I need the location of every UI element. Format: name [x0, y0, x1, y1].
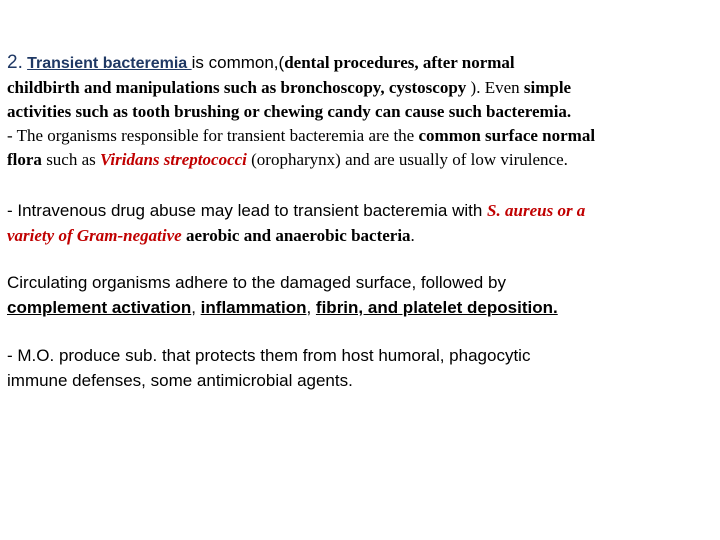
aerobic-text: aerobic and anaerobic bacteria [181, 226, 411, 245]
inflammation-text: inflammation [200, 298, 307, 317]
s-aureus-text: S. aureus or a [487, 201, 586, 220]
paragraph-circulating-organisms [7, 270, 713, 320]
paragraph-mo-produce [7, 343, 713, 393]
manipulations-text: manipulations such as bronchoscopy, cystoscopy [115, 78, 467, 97]
complement-activation-text: complement activation [7, 298, 192, 317]
iv-drug-text: - Intravenous drug abuse may lead to transient bacteremia with [7, 201, 488, 220]
p1-line-4 [7, 124, 713, 148]
paragraph-transient-bacteremia [7, 50, 713, 172]
section-number: 2. [7, 52, 23, 73]
is-common-text: is common,( [191, 53, 285, 72]
comma-2: , [306, 298, 316, 317]
childbirth-text: childbirth and [7, 78, 116, 97]
even-text: ). Even [466, 78, 524, 97]
p1-line-2 [7, 76, 713, 100]
fibrin-platelet-text: fibrin, and platelet deposition. [315, 298, 558, 317]
simple-text: simple [523, 78, 572, 97]
paragraph-iv-drug-abuse [7, 198, 713, 248]
p1-line-1 [7, 50, 713, 76]
period-text: . [410, 226, 415, 245]
such-as-text: such as [41, 150, 101, 169]
p3-line-1: Circulating organisms adhere to the damaged surface, followed by [7, 273, 506, 292]
section-term: Transient bacteremia [27, 55, 192, 72]
flora-text: flora [7, 150, 42, 169]
p1-line-3: activities such as tooth brushing or chewing candy can cause such bacteremia. [7, 102, 572, 121]
p3-line-2 [7, 295, 713, 320]
p4-line-2: immune defenses, some antimicrobial agents. [7, 371, 353, 390]
organisms-text: - The organisms responsible for transient bacteremia are the [7, 126, 419, 145]
common-surface-text: common surface normal [418, 126, 596, 145]
oropharynx-text: (oropharynx) and are usually of low virulence. [246, 150, 568, 169]
dental-procedures-text: dental procedures, after normal [284, 53, 515, 72]
p4-line-1: - M.O. produce sub. that protects them from host humoral, phagocytic [7, 346, 531, 365]
comma-1: , [191, 298, 201, 317]
gram-negative-text: variety of Gram-negative [7, 226, 182, 245]
viridans-text: Viridans streptococci [100, 150, 247, 169]
p1-line-5 [7, 148, 713, 172]
p2-line-2 [7, 223, 713, 248]
p2-line-1 [7, 198, 713, 223]
